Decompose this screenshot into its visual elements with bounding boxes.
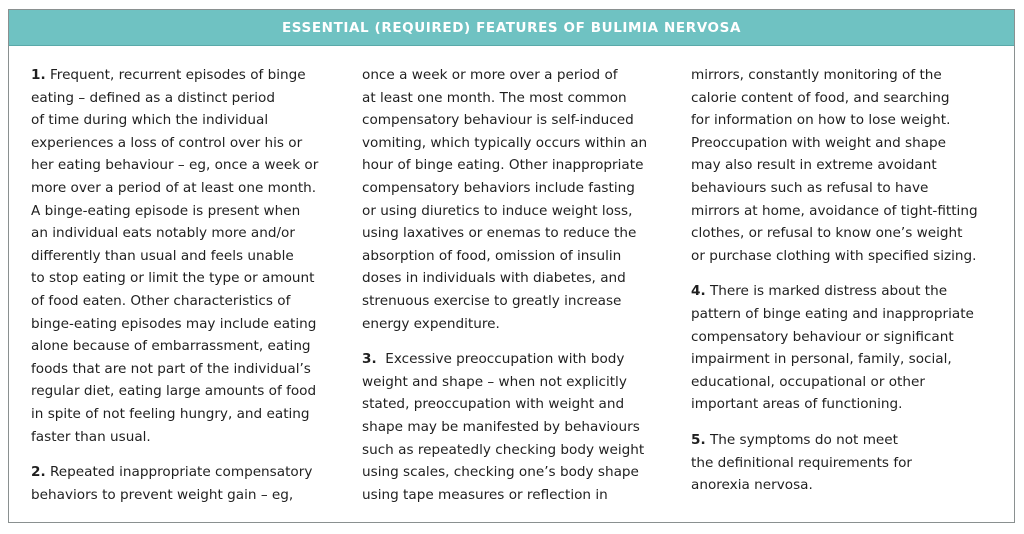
line-text: clothes, or refusal to know one’s weight (691, 225, 963, 242)
text-line (362, 313, 682, 336)
line-text: absorption of food, omission of insulin (362, 247, 622, 264)
line-text: or using diuretics to induce weight loss, (362, 202, 633, 219)
line-text: impairment in personal, family, social, (691, 351, 952, 368)
text-line (691, 109, 1009, 132)
line-text: Frequent, recurrent episodes of binge (45, 67, 306, 83)
text-line (31, 290, 351, 313)
text-line (691, 452, 1009, 475)
line-text: of food eaten. Other characteristics of (31, 292, 291, 309)
text-line (31, 87, 351, 110)
text-line (362, 109, 682, 132)
criterion-number: 3. (362, 351, 377, 368)
line-text: compensatory behaviour is self-induced (362, 112, 634, 129)
line-text: stated, preoccupation with weight and (362, 396, 625, 413)
line-text: an individual eats notably more and/or (31, 225, 295, 242)
text-line (362, 484, 682, 507)
line-text: shape may be manifested by behaviours (362, 418, 640, 435)
text-line (691, 64, 1009, 87)
line-text: to stop eating or limit the type or amount (31, 270, 315, 287)
text-line (362, 290, 682, 313)
panel-title: ESSENTIAL (REQUIRED) FEATURES OF BULIMIA NERVOSA (281, 19, 741, 36)
text-line (31, 313, 351, 336)
text-line (691, 326, 1009, 349)
text-line (362, 416, 682, 439)
line-text: such as repeatedly checking body weight (362, 441, 645, 458)
line-text: behaviours such as refusal to have (691, 179, 929, 196)
line-text: binge-eating episodes may include eating (31, 315, 317, 332)
line-text: energy expenditure. (362, 315, 500, 332)
line-text: vomiting, which typically occurs within an (362, 134, 648, 151)
line-text: educational, occupational or other (691, 373, 925, 390)
criterion-number: 5. (691, 431, 706, 448)
line-text: The symptoms do not meet (705, 431, 898, 448)
line-text: foods that are not part of the individual’s (31, 360, 311, 377)
text-line (31, 222, 351, 245)
column-1 (31, 64, 351, 519)
criterion-paragraph (691, 280, 1009, 416)
text-line (362, 132, 682, 155)
criterion-number: 4. (691, 283, 706, 300)
text-line (691, 200, 1009, 223)
text-line (362, 245, 682, 268)
text-line (31, 426, 351, 449)
line-text: Repeated inappropriate compensatory (45, 464, 313, 481)
line-text: pattern of binge eating and inappropriate (691, 305, 974, 322)
line-text: mirrors, constantly monitoring of the (691, 67, 942, 83)
criterion-paragraph (691, 429, 1009, 497)
line-text: or purchase clothing with specified sizing. (691, 247, 977, 264)
criterion-number: 2. (31, 464, 46, 481)
line-text: faster than usual. (31, 428, 151, 445)
line-text: eating – defined as a distinct period (31, 89, 275, 106)
line-text: strenuous exercise to greatly increase (362, 292, 622, 309)
line-text: There is marked distress about the (705, 283, 948, 300)
line-text: for information on how to lose weight. (691, 112, 951, 129)
criterion-number: 1. (31, 67, 46, 83)
criterion-paragraph (362, 64, 682, 335)
text-line (691, 474, 1009, 497)
line-text: at least one month. The most common (362, 89, 627, 106)
text-line (31, 177, 351, 200)
line-text: experiences a loss of control over his or (31, 134, 303, 151)
text-line (362, 393, 682, 416)
text-line (31, 461, 351, 484)
line-text: Preoccupation with weight and shape (691, 134, 947, 151)
line-text: using scales, checking one’s body shape (362, 464, 639, 481)
text-line (691, 280, 1009, 303)
text-line (691, 371, 1009, 394)
text-line (31, 154, 351, 177)
features-panel (8, 9, 1015, 523)
text-line (362, 267, 682, 290)
line-text: Excessive preoccupation with body (376, 351, 625, 368)
criterion-paragraph (362, 348, 682, 506)
column-2 (362, 64, 682, 519)
line-text: hour of binge eating. Other inappropriate (362, 157, 644, 174)
line-text: of time during which the individual (31, 112, 269, 129)
line-text: may also result in extreme avoidant (691, 157, 937, 174)
text-line (31, 267, 351, 290)
text-line (362, 177, 682, 200)
text-line (691, 132, 1009, 155)
line-text: using tape measures or reflection in (362, 486, 608, 503)
text-line (31, 132, 351, 155)
line-text: once a week or more over a period of (362, 67, 618, 83)
line-text: important areas of functioning. (691, 396, 903, 413)
text-line (31, 200, 351, 223)
text-line (31, 403, 351, 426)
text-line (691, 348, 1009, 371)
text-line (31, 64, 351, 87)
line-text: doses in individuals with diabetes, and (362, 270, 626, 287)
line-text: using laxatives or enemas to reduce the (362, 225, 637, 242)
line-text: in spite of not feeling hungry, and eating (31, 405, 310, 422)
text-line (31, 358, 351, 381)
text-line (691, 87, 1009, 110)
line-text: behaviors to prevent weight gain – eg, (31, 486, 294, 503)
line-text: anorexia nervosa. (691, 477, 813, 494)
line-text: differently than usual and feels unable (31, 247, 294, 264)
text-line (362, 154, 682, 177)
line-text: compensatory behaviors include fasting (362, 179, 635, 196)
column-3 (691, 64, 1009, 510)
text-line (691, 154, 1009, 177)
text-line (362, 87, 682, 110)
text-line (362, 371, 682, 394)
text-line (691, 429, 1009, 452)
line-text: alone because of embarrassment, eating (31, 338, 311, 355)
text-line (362, 64, 682, 87)
text-line (691, 303, 1009, 326)
line-text: more over a period of at least one month. (31, 179, 317, 196)
text-line (31, 335, 351, 358)
text-line (691, 177, 1009, 200)
criterion-paragraph (691, 64, 1009, 267)
line-text: regular diet, eating large amounts of food (31, 383, 317, 400)
line-text: A binge-eating episode is present when (31, 202, 301, 219)
line-text: her eating behaviour – eg, once a week or (31, 157, 319, 174)
text-line (691, 393, 1009, 416)
line-text: compensatory behaviour or significant (691, 328, 954, 345)
text-line (31, 484, 351, 507)
text-line (362, 461, 682, 484)
panel-header (9, 10, 1014, 46)
text-line (691, 245, 1009, 268)
text-line (31, 109, 351, 132)
text-line (31, 380, 351, 403)
text-line (362, 439, 682, 462)
line-text: mirrors at home, avoidance of tight-fitting (691, 202, 978, 219)
text-line (691, 222, 1009, 245)
text-line (362, 348, 682, 371)
criterion-paragraph (31, 461, 351, 506)
text-line (362, 200, 682, 223)
text-line (31, 245, 351, 268)
text-line (362, 222, 682, 245)
line-text: weight and shape – when not explicitly (362, 373, 627, 390)
line-text: calorie content of food, and searching (691, 89, 950, 106)
criterion-paragraph (31, 64, 351, 448)
line-text: the definitional requirements for (691, 454, 913, 471)
